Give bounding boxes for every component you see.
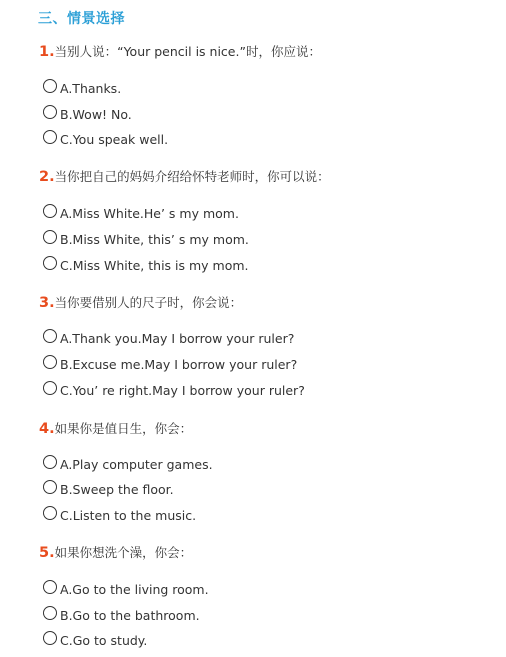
option-label: C.Listen to the music.: [60, 508, 197, 523]
option-label: C.Go to study.: [60, 633, 148, 648]
option-label: C.You’ re right.May I borrow your ruler?: [60, 383, 305, 398]
radio-circle-icon[interactable]: [43, 381, 57, 395]
option-2c[interactable]: [43, 258, 249, 273]
option-3a[interactable]: [43, 331, 294, 346]
option-label: A.Miss White.He’ s my mom.: [60, 206, 239, 221]
option-label: C.You speak well.: [60, 132, 169, 147]
radio-circle-icon[interactable]: [43, 455, 57, 469]
option-5c[interactable]: [43, 633, 147, 648]
question-3: [39, 293, 242, 311]
radio-circle-icon[interactable]: [43, 580, 57, 594]
question-5: [39, 543, 192, 561]
option-label: B.Miss White, this’ s my mom.: [60, 232, 249, 247]
radio-circle-icon[interactable]: [43, 355, 57, 369]
option-label: A.Go to the living room.: [60, 582, 209, 597]
question-1: [39, 42, 321, 60]
radio-circle-icon[interactable]: [43, 79, 57, 93]
option-1a[interactable]: [43, 81, 121, 96]
radio-circle-icon[interactable]: [43, 329, 57, 343]
option-label: A.Thank you.May I borrow your ruler?: [60, 331, 295, 346]
option-label: A.Play computer games.: [60, 457, 213, 472]
option-3b[interactable]: [43, 357, 297, 372]
question-text: 当你把自己的妈妈介绍给怀特老师时，你可以说：: [54, 169, 330, 184]
radio-circle-icon[interactable]: [43, 105, 57, 119]
option-label: B.Wow! No.: [60, 107, 132, 122]
option-2b[interactable]: [43, 232, 249, 247]
question-number: 4.: [39, 421, 55, 437]
option-4c[interactable]: [43, 508, 196, 523]
question-text: 当你要借别人的尺子时，你会说：: [54, 295, 243, 310]
radio-circle-icon[interactable]: [43, 130, 57, 144]
option-label: B.Sweep the floor.: [60, 482, 174, 497]
question-text: 如果你是值日生，你会：: [54, 421, 193, 436]
radio-circle-icon[interactable]: [43, 256, 57, 270]
radio-circle-icon[interactable]: [43, 606, 57, 620]
radio-circle-icon[interactable]: [43, 506, 57, 520]
option-1c[interactable]: [43, 132, 168, 147]
option-label: A.Thanks.: [60, 81, 122, 96]
option-5a[interactable]: [43, 582, 209, 597]
question-number: 1.: [39, 44, 55, 60]
radio-circle-icon[interactable]: [43, 204, 57, 218]
section-title: 三、情景选择: [38, 11, 125, 27]
question-number: 5.: [39, 545, 55, 561]
option-label: B.Excuse me.May I borrow your ruler?: [60, 357, 298, 372]
option-3c[interactable]: [43, 383, 305, 398]
question-4: [39, 419, 192, 437]
option-label: B.Go to the bathroom.: [60, 608, 200, 623]
radio-circle-icon[interactable]: [43, 631, 57, 645]
option-5b[interactable]: [43, 608, 200, 623]
question-number: 3.: [39, 295, 55, 311]
question-text: 如果你想洗个澡，你会：: [54, 545, 193, 560]
option-2a[interactable]: [43, 206, 239, 221]
option-4b[interactable]: [43, 482, 174, 497]
question-text: 当别人说：“Your pencil is nice.”时，你应说：: [54, 44, 321, 59]
question-2: [39, 167, 330, 185]
option-label: C.Miss White, this is my mom.: [60, 258, 249, 273]
radio-circle-icon[interactable]: [43, 230, 57, 244]
option-1b[interactable]: [43, 107, 132, 122]
option-4a[interactable]: [43, 457, 213, 472]
radio-circle-icon[interactable]: [43, 480, 57, 494]
question-number: 2.: [39, 169, 55, 185]
